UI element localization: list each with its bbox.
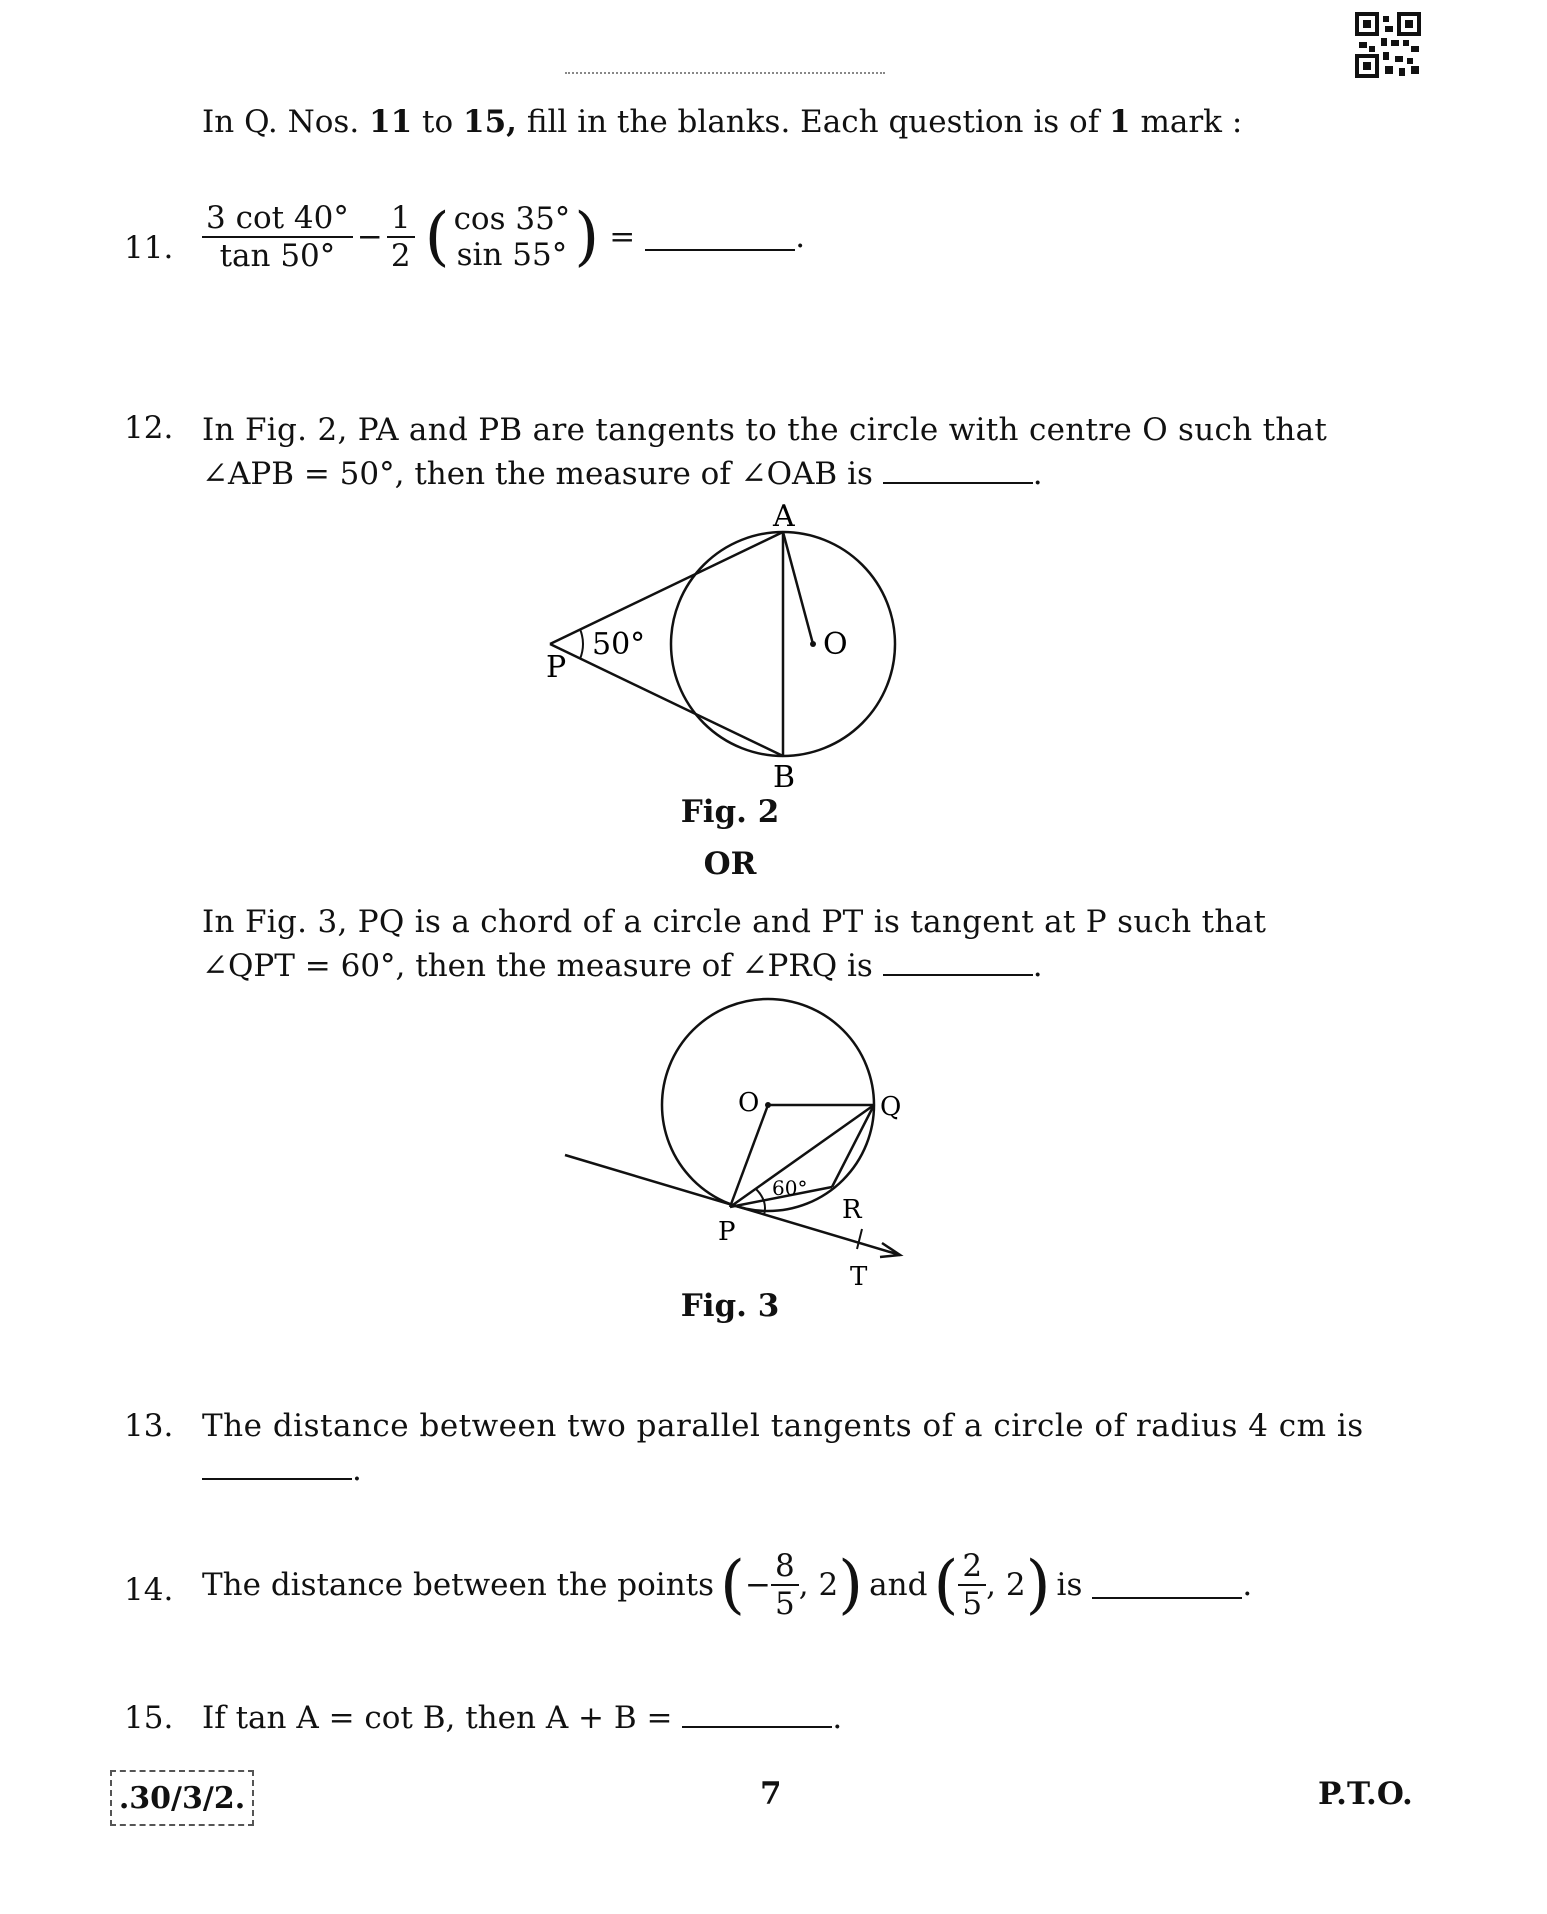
qr-code-icon <box>1355 12 1421 78</box>
q12-alt-answer-blank[interactable] <box>883 948 1033 976</box>
q13-line-2: . <box>202 1448 362 1492</box>
fig2-radius-OA <box>783 532 813 644</box>
question-number-15: 15. <box>124 1700 174 1736</box>
q11-answer-blank[interactable] <box>645 223 795 251</box>
question-number-11: 11. <box>124 230 174 266</box>
q12-alt-line-1: In Fig. 3, PQ is a chord of a circle and PT is tangent at P such that <box>202 904 1267 940</box>
fig2-angle-label: 50° <box>592 627 646 662</box>
fig3-label-P: P <box>718 1217 736 1247</box>
fig2-angle-arc <box>580 629 583 659</box>
question-number-12: 12. <box>124 410 174 446</box>
fig3-label-Q: Q <box>880 1092 902 1122</box>
fig2-tangent-PA <box>550 532 783 644</box>
or-separator: OR <box>703 846 757 882</box>
paper-code: .30/3/2. <box>110 1770 254 1826</box>
q14-point1-x: $\frac{8}{5}$ <box>771 1548 799 1622</box>
fig2-label-P: P <box>546 650 567 685</box>
question-14: The distance between the points ( − $\frac{8}{5}$ , 2 ) and ( $\frac{2}{5}$ , 2 ) is . <box>202 1548 1253 1622</box>
top-rule <box>565 72 885 74</box>
question-number-14: 14. <box>124 1572 174 1608</box>
fig2-label-A: A <box>773 500 795 534</box>
fig3-label-T: T <box>850 1262 868 1285</box>
question-15: If tan A = cot B, then A + B = . <box>202 1700 843 1736</box>
page-number: 7 <box>760 1776 782 1812</box>
pto-label: P.T.O. <box>1318 1776 1413 1812</box>
fig3-segment-RQ <box>832 1105 874 1187</box>
question-number-13: 13. <box>124 1408 174 1444</box>
q11-fraction-2: $\frac{1}{2}$ <box>387 200 415 274</box>
fig3-label-R: R <box>842 1195 862 1225</box>
question-11: $\frac{3 \cot 40^\circ}{\tan 50^\circ}$ − $\frac{1}{2}$ ( cos 35° sin 55° ) = . <box>202 200 805 274</box>
fig2-label-B: B <box>773 760 796 790</box>
fig3-radius-OP <box>730 1105 768 1207</box>
fig3-angle-label: 60° <box>772 1176 808 1200</box>
q12-line-1: In Fig. 2, PA and PB are tangents to the circle with centre O such that <box>202 412 1328 448</box>
fig2-label-O: O <box>823 627 848 662</box>
fig3-centre-dot <box>765 1102 771 1108</box>
figure-2 <box>530 500 950 790</box>
fig2-caption: Fig. 2 <box>680 794 780 830</box>
q12-answer-blank[interactable] <box>883 456 1033 484</box>
fig3-label-O: O <box>738 1088 760 1118</box>
figure-3 <box>560 995 920 1285</box>
q11-fraction-3: cos 35° sin 55° <box>453 201 571 273</box>
q11-fraction-1: $\frac{3 \cot 40^\circ}{\tan 50^\circ}$ <box>202 200 353 274</box>
q15-answer-blank[interactable] <box>682 1700 832 1728</box>
q14-point2-x: $\frac{2}{5}$ <box>958 1548 986 1622</box>
q12-alt-line-2: ∠QPT = 60°, then the measure of ∠PRQ is . <box>202 948 1043 984</box>
q12-line-2: ∠APB = 50°, then the measure of ∠OAB is . <box>202 456 1043 492</box>
q13-line-1: The distance between two parallel tangents of a circle of radius 4 cm is <box>202 1408 1364 1444</box>
fig3-caption: Fig. 3 <box>680 1288 780 1324</box>
instruction: In Q. Nos. 11 to 15, fill in the blanks. Each question is of 1 mark : <box>202 104 1243 140</box>
q13-answer-blank[interactable] <box>202 1452 352 1480</box>
fig2-tangent-PB <box>550 644 783 756</box>
q14-answer-blank[interactable] <box>1092 1571 1242 1599</box>
fig2-centre-dot <box>810 641 816 647</box>
